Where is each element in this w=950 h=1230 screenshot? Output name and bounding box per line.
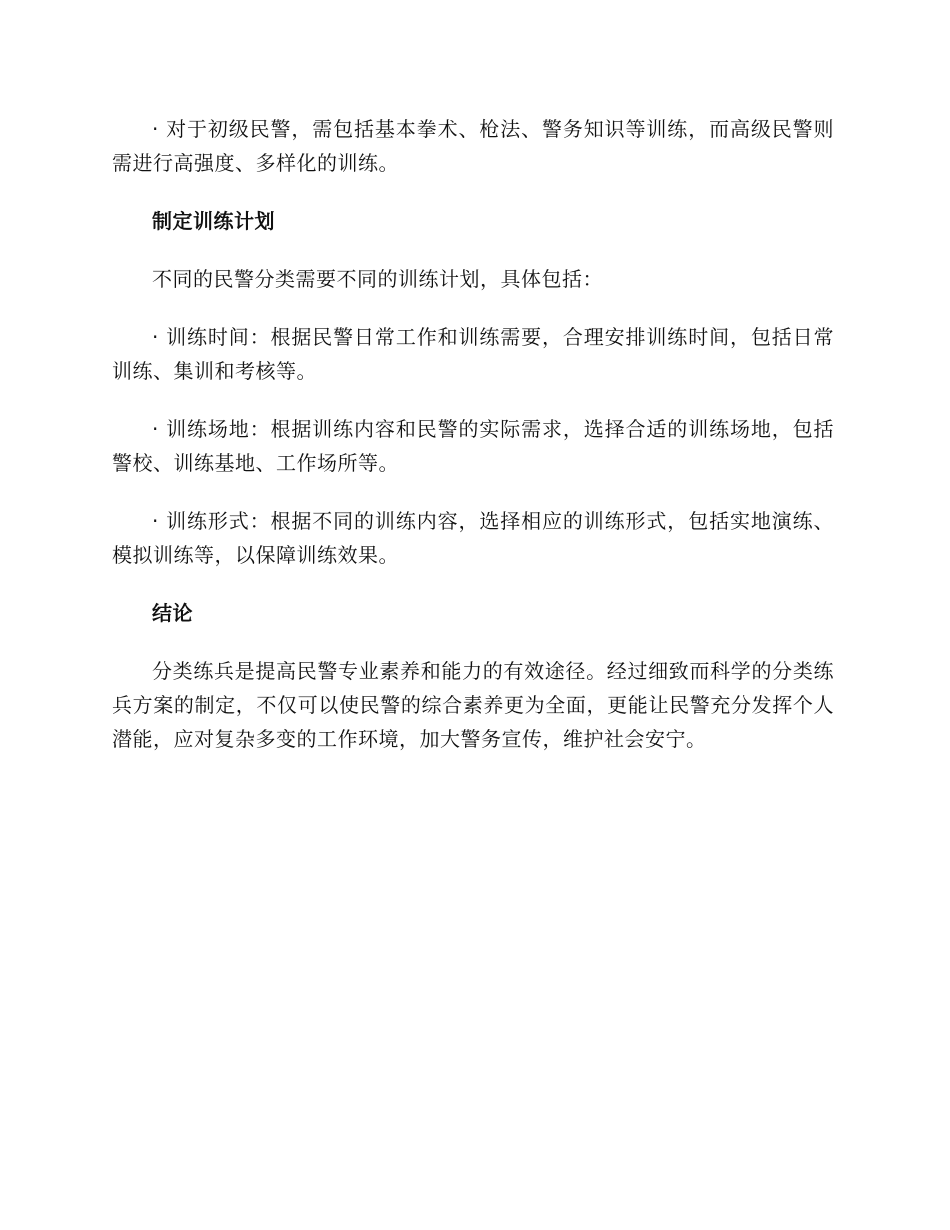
section-heading-conclusion: 结论 [152,601,193,625]
paragraph-plan-intro: 不同的民警分类需要不同的训练计划，具体包括： [152,267,603,291]
bullet-paragraph-training-levels: · 对于初级民警，需包括基本拳术、枪法、警务知识等训练，而高级民警则需进行高强度、多样化的训练。 [112,117,834,175]
paragraph-conclusion: 分类练兵是提高民警专业素养和能力的有效途径。经过细致而科学的分类练兵方案的制定，不仅可以使民警的综合素养更为全面，更能让民警充分发挥个人潜能，应对复杂多变的工作环境，加大警务宣传，维护社会安宁。 [112,659,834,751]
bullet-paragraph-training-time: · 训练时间：根据民警日常工作和训练需要，合理安排训练时间，包括日常训练、集训和考核等。 [112,325,834,383]
bullet-paragraph-training-form: · 训练形式：根据不同的训练内容，选择相应的训练形式，包括实地演练、模拟训练等，以保障训练效果。 [112,509,834,567]
section-heading-training-plan: 制定训练计划 [152,209,275,233]
document-body [112,112,834,780]
bullet-paragraph-training-venue: · 训练场地：根据训练内容和民警的实际需求，选择合适的训练场地，包括警校、训练基地、工作场所等。 [112,417,834,475]
